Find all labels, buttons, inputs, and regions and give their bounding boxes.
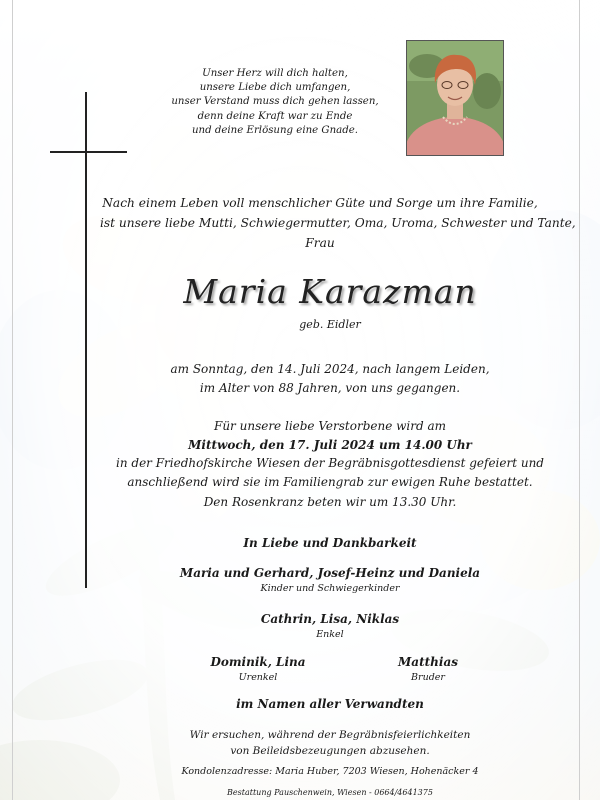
mourner-relation: Enkel [316, 629, 344, 640]
service-date-time: Mittwoch, den 17. Juli 2024 um 14.00 Uhr [188, 437, 472, 452]
service-line: in der Friedhofskirche Wiesen der Begräbnisgottesdienst gefeiert und [116, 456, 544, 470]
poem-line: Unser Herz will dich halten, [202, 68, 348, 79]
cross-icon-bar [50, 151, 127, 153]
mourner-names: Maria und Gerhard, Josef-Heinz und Daniela [179, 566, 481, 580]
condolence-address: Kondolenzadresse: Maria Huber, 7203 Wiesen, Hohenäcker 4 [181, 766, 479, 777]
deceased-name: Maria Karazman [183, 272, 477, 311]
death-line: im Alter von 88 Jahren, von uns gegangen. [199, 381, 461, 395]
mourner-relation: Bruder [411, 672, 445, 683]
mourner-group [110, 612, 550, 640]
mourner-names: Dominik, Lina [210, 655, 306, 669]
service-line: anschließend wird sie im Familiengrab zur ewigen Ruhe bestattet. [127, 474, 533, 489]
condolence-request [110, 727, 550, 759]
mourner-group [188, 655, 328, 683]
poem-line: und deine Erlösung eine Gnade. [191, 124, 358, 136]
death-notice [110, 360, 550, 398]
mourner-group [358, 655, 498, 683]
funeral-service [110, 417, 550, 491]
rosary-note: Den Rosenkranz beten wir um 13.30 Uhr. [203, 495, 457, 509]
request-line: Wir ersuchen, während der Begräbnisfeierlichkeiten [189, 729, 471, 741]
intro-line: Frau [305, 236, 335, 250]
mourner-relation: Kinder und Schwiegerkinder [260, 583, 400, 594]
mourner-names: Matthias [398, 655, 458, 669]
portrait-image [407, 41, 503, 155]
poem [150, 67, 400, 138]
poem-line: denn deine Kraft war zu Ende [197, 110, 353, 122]
mourner-group [110, 566, 550, 594]
behalf-phrase: im Namen aller Verwandten [236, 697, 424, 711]
birth-name: geb. Eidler [299, 318, 361, 331]
death-line: am Sonntag, den 14. Juli 2024, nach langem Leiden, [170, 362, 490, 376]
service-line: Für unsere liebe Verstorbene wird am [214, 419, 446, 433]
intro-text [100, 193, 576, 253]
cross-icon [85, 92, 87, 588]
request-line: von Beileidsbezeugungen abzusehen. [230, 745, 430, 757]
intro-line: ist unsere liebe Mutti, Schwiegermutter, Oma, Uroma, Schwester und Tante, [100, 216, 576, 230]
poem-line: unsere Liebe dich umfangen, [199, 82, 351, 94]
mourner-names: Cathrin, Lisa, Niklas [260, 612, 400, 626]
poem-line: unser Verstand muss dich gehen lassen, [171, 96, 379, 108]
mourner-relation: Urenkel [238, 672, 278, 683]
intro-line: Nach einem Leben voll menschlicher Güte und Sorge um ihre Familie, [102, 196, 538, 210]
undertaker-info: Bestattung Pauschenwein, Wiesen - 0664/4641375 [227, 788, 433, 797]
portrait-photo [406, 40, 504, 156]
closing-phrase: In Liebe und Dankbarkeit [243, 536, 417, 550]
